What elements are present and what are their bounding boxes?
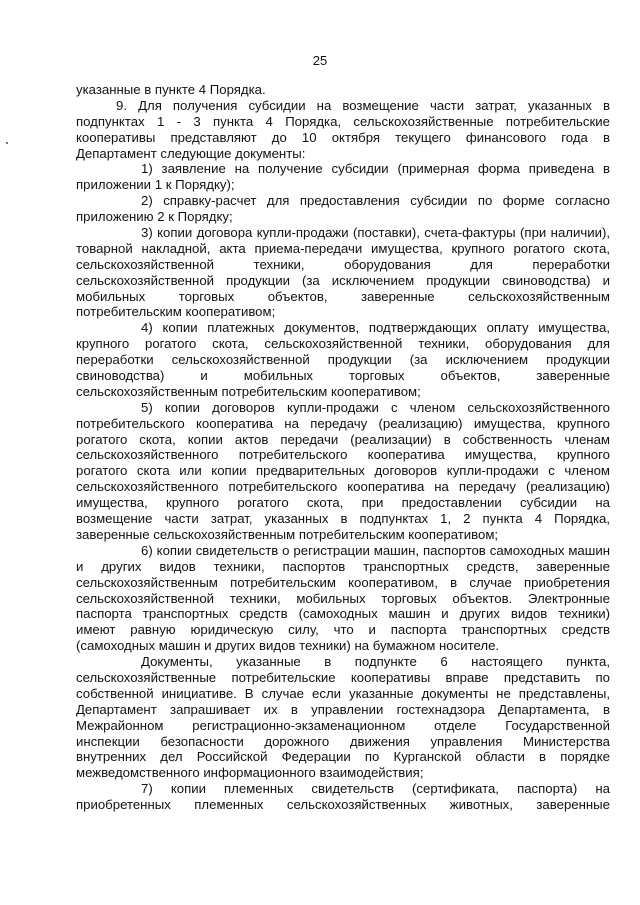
text-line: имеют равную юридическую силу, что и паспорта транспортных средств bbox=[76, 622, 610, 638]
text-line: крупного рогатого скота, сельскохозяйственной техники, оборудования для bbox=[76, 336, 610, 352]
documents-paragraph-start: Документы, указанные в подпункте 6 настоящего пункта, bbox=[141, 654, 610, 670]
text-line: потребительского кооператива на передачу (реализацию) имущества, крупного bbox=[76, 415, 610, 431]
paragraph-9-start: 9. Для получения субсидии на возмещение части затрат, указанных в bbox=[116, 97, 610, 113]
text-line: подпунктах 1 - 3 пункта 4 Порядка, сельскохозяйственные потребительские bbox=[76, 113, 610, 129]
text-line: инспекции безопасности дорожного движения управления Министерства bbox=[76, 733, 610, 749]
page-number: 25 bbox=[312, 53, 328, 68]
text-line: сельскохозяйственного потребительского кооператива имущества, крупного bbox=[76, 447, 610, 463]
text-line: межведомственного информационного взаимодействия; bbox=[76, 765, 424, 781]
text-line: Департамент запрашивает их в управлении гостехнадзора Департамента, в bbox=[76, 701, 610, 717]
text-line: переработки сельскохозяйственной продукции (за исключением продукции bbox=[76, 352, 610, 368]
text-line: приложении 1 к Порядку); bbox=[76, 177, 235, 193]
text-line: возмещение части затрат, указанных в подпунктах 1, 2 пункта 4 Порядка, bbox=[76, 511, 610, 527]
margin-mark bbox=[6, 142, 8, 144]
text-line: рогатого скота или копии предварительных договоров купли-продажи с членом bbox=[76, 463, 610, 479]
text-line: указанные в пункте 4 Порядка. bbox=[76, 82, 266, 97]
text-line: Департамент следующие документы: bbox=[76, 145, 306, 161]
text-line: и других видов техники, паспортов транспортных средств, заверенные bbox=[76, 558, 610, 574]
text-line: потребительским кооперативом; bbox=[76, 304, 276, 320]
item-7-start: 7) копии племенных свидетельств (сертификата, паспорта) на bbox=[141, 781, 610, 797]
item-1-start: 1) заявление на получение субсидии (примерная форма приведена в bbox=[141, 161, 610, 177]
text-line: рогатого скота, копии актов передачи (реализации) в собственность членам bbox=[76, 431, 610, 447]
document-body bbox=[76, 82, 610, 813]
text-line: сельскохозяйственного потребительского кооператива на передачу (реализацию) bbox=[76, 479, 610, 495]
text-line: собственной инициативе. В случае если указанные документы не представлены, bbox=[76, 685, 610, 701]
item-6-start: 6) копии свидетельств о регистрации машин, паспортов самоходных машин bbox=[141, 542, 610, 558]
item-3-start: 3) копии договора купли-продажи (поставки), счета-фактуры (при наличии), bbox=[141, 225, 610, 241]
text-line: сельскохозяйственной техники, оборудования для переработки bbox=[76, 256, 610, 272]
text-line: имущества, крупного рогатого скота, при предоставлении субсидии на bbox=[76, 495, 610, 511]
text-line: паспорта транспортных средств (самоходных машин и других видов техники) bbox=[76, 606, 610, 622]
text-line: сельскохозяйственным потребительским кооперативом; bbox=[76, 383, 421, 399]
text-line: Межрайонном регистрационно-экзаменационном отделе Государственной bbox=[76, 717, 610, 733]
text-line: сельскохозяйственной продукции (за исключением продукции свиноводства) и bbox=[76, 272, 610, 288]
text-line: заверенные сельскохозяйственным потребительским кооперативом; bbox=[76, 526, 499, 542]
item-2-start: 2) справку-расчет для предоставления субсидии по форме согласно bbox=[141, 193, 610, 209]
text-line: приложению 2 к Порядку; bbox=[76, 209, 233, 225]
text-line: мобильных торговых объектов, заверенные сельскохозяйственным bbox=[76, 288, 610, 304]
text-line: кооперативы представляют до 10 октября текущего финансового года в bbox=[76, 129, 610, 145]
text-line: приобретенных племенных сельскохозяйственных животных, заверенные bbox=[76, 797, 610, 813]
item-5-start: 5) копии договоров купли-продажи с членом сельскохозяйственного bbox=[141, 399, 610, 415]
text-line: сельскохозяйственные потребительские кооперативы вправе представить по bbox=[76, 669, 610, 685]
text-line: (самоходных машин и других видов техники) на бумажном носителе. bbox=[76, 638, 500, 654]
text-line: сельскохозяйственным потребительским кооперативом, в случае приобретения bbox=[76, 574, 610, 590]
text-line: внутренних дел Российской Федерации по Курганской области в порядке bbox=[76, 749, 610, 765]
item-4-start: 4) копии платежных документов, подтверждающих оплату имущества, bbox=[141, 320, 610, 336]
text-line: сельскохозяйственной техники, мобильных торговых объектов. Электронные bbox=[76, 590, 610, 606]
text-line: свиноводства) и мобильных торговых объектов, заверенные bbox=[76, 368, 610, 384]
text-line: товарной накладной, акта приема-передачи имущества, крупного рогатого скота, bbox=[76, 240, 610, 256]
